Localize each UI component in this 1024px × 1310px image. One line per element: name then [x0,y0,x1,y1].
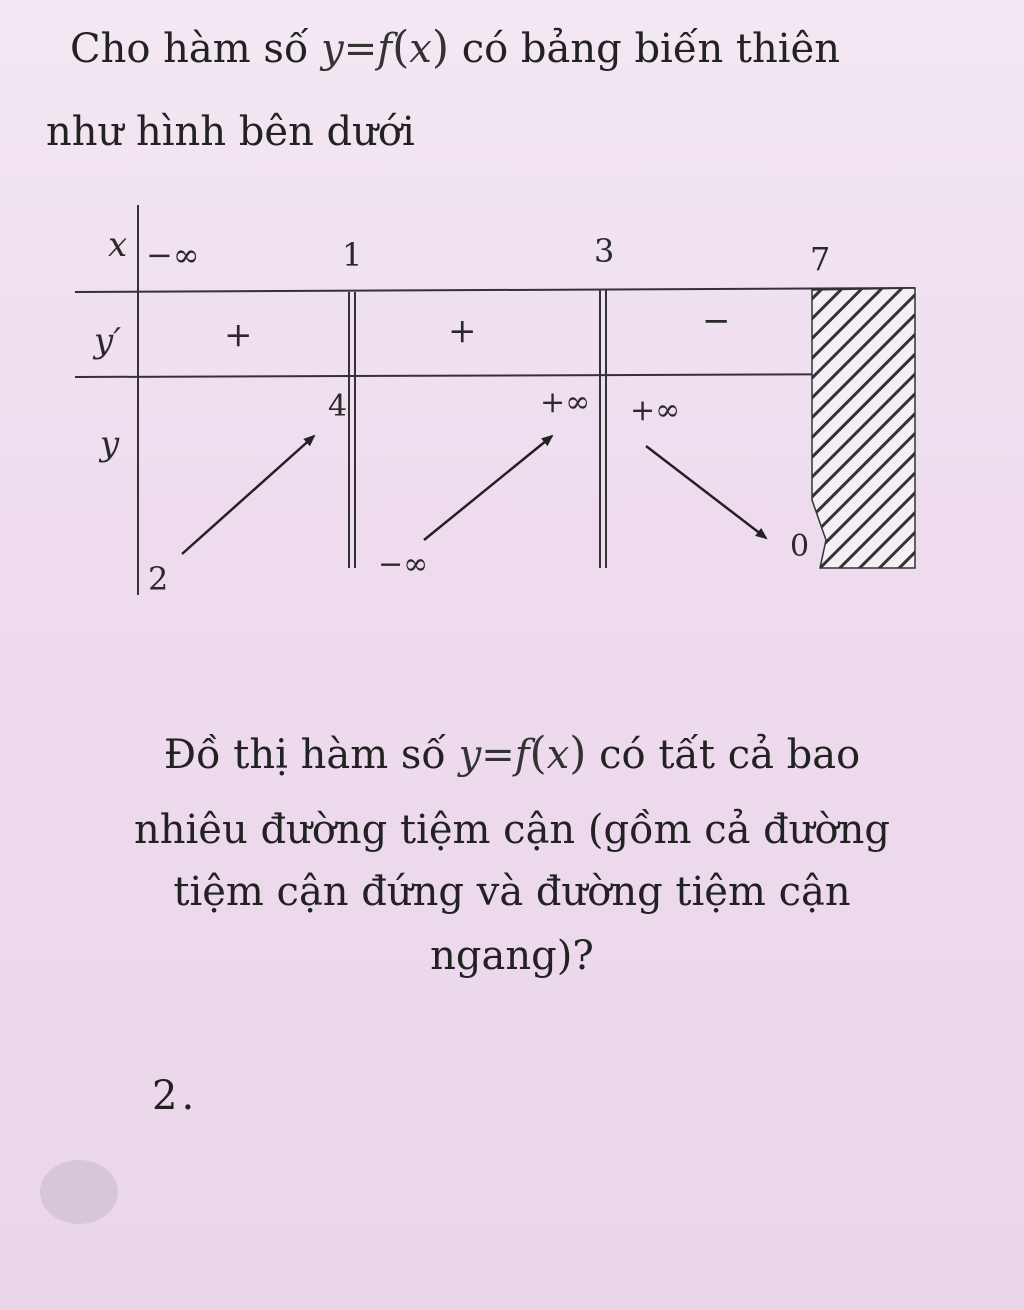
function-expression: y=f(x) [321,22,449,73]
arrow-increasing-2 [424,436,552,540]
y-prime-sign-1: + [224,315,253,355]
y-value-at-1-right: −∞ [378,547,429,582]
arrow-decreasing [646,446,766,538]
question-main-line-3: tiệm cận đứng và đường tiệm cận [173,869,851,915]
intro-text-before: Cho hàm số [70,26,309,72]
x-value-neg-inf: −∞ [146,236,200,274]
row-label-x: x [108,225,128,265]
y-value-start: 2 [148,560,169,598]
floating-home-button[interactable] [40,1160,118,1224]
x-value-1: 1 [342,236,363,274]
y-value-at-3-left: +∞ [540,385,591,420]
row-label-y: y [100,424,120,464]
y-value-at-3-right: +∞ [630,393,681,428]
y-prime-sign-2: + [448,311,477,351]
row-label-y-prime: y′ [94,321,121,361]
table-row-divider-2 [75,374,915,377]
y-value-at-7: 0 [790,529,810,564]
y-prime-sign-3: − [702,301,731,341]
function-expression-2: y=f(x) [458,728,587,779]
x-value-3: 3 [594,232,615,270]
question-main-line-2: nhiêu đường tiệm cận (gồm cả đường [133,807,890,853]
question-main-line-1 [0,730,1024,779]
table-row-divider-1 [75,288,915,292]
question-intro-line-2: như hình bên dưới [46,109,415,155]
answer-text: 2. [152,1073,199,1119]
arrow-increasing-1 [182,436,314,554]
intro-text-after: có bảng biến thiên [461,26,840,72]
main-text-before: Đồ thị hàm số [163,732,446,778]
hatched-undefined-region [812,288,915,568]
main-text-after: có tất cả bao [599,732,861,778]
y-value-at-1-left: 4 [328,389,348,424]
x-value-7: 7 [810,240,831,278]
question-main-line-4: ngang)? [430,933,594,979]
